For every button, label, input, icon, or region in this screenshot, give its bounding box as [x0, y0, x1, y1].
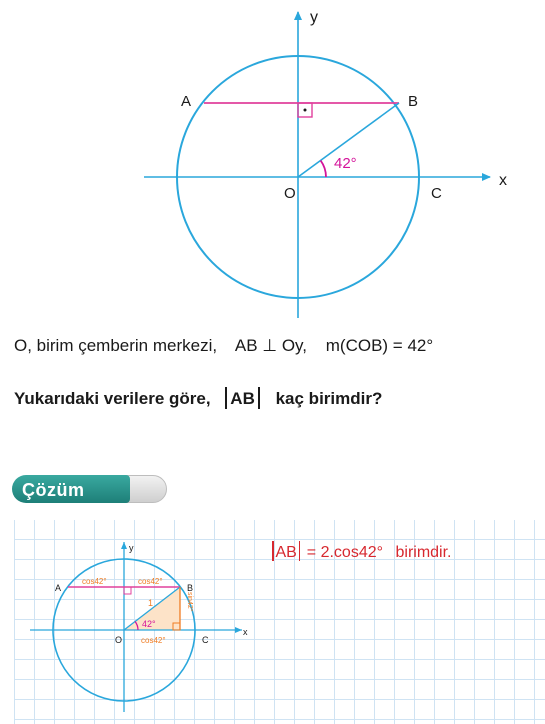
small-label-a: A: [55, 583, 62, 593]
question-tail: kaç birimdir?: [275, 389, 383, 408]
abs-bar-left: [225, 387, 227, 409]
unit-circle-figure: [0, 0, 545, 320]
label-b: B: [408, 93, 419, 110]
premise-center: O, birim çemberin merkezi,: [14, 336, 218, 355]
answer-unit: birimdir.: [395, 544, 452, 561]
question-ab: AB: [230, 389, 255, 408]
label-c: C: [431, 185, 442, 202]
small-cos-left: cos42°: [82, 577, 107, 586]
small-cos-right: cos42°: [138, 577, 163, 586]
small-label-c: C: [202, 635, 209, 645]
solution-badge: [12, 472, 167, 506]
right-angle-dot: [304, 109, 307, 112]
small-right-angle-top: [124, 587, 131, 594]
label-x: x: [499, 172, 507, 189]
problem-premise: [14, 336, 433, 356]
small-label-angle: 42°: [142, 619, 156, 629]
label-o: O: [284, 185, 296, 202]
small-label-y: y: [129, 543, 134, 553]
problem-question: [14, 387, 382, 409]
small-label-x: x: [243, 627, 248, 637]
premise-angle: m(COB) = 42°: [325, 336, 434, 355]
small-label-radius: 1: [148, 598, 154, 608]
label-angle: 42°: [334, 155, 357, 172]
premise-perpendicular: AB ⊥ Oy,: [234, 336, 308, 355]
answer-ab: AB: [275, 544, 297, 561]
angle-arc: [321, 161, 326, 178]
answer-bar-right: [299, 541, 301, 561]
answer-bar-left: [272, 541, 274, 561]
abs-bar-right: [258, 387, 260, 409]
small-sin-side: sin42°: [186, 592, 193, 612]
small-cos-bottom: cos42°: [141, 636, 166, 645]
badge-label: Çözüm: [22, 480, 85, 500]
label-a: A: [181, 93, 192, 110]
question-lead: Yukarıdaki verilere göre,: [14, 389, 211, 408]
answer-value: = 2.cos42°: [306, 544, 384, 561]
small-label-o: O: [115, 635, 123, 645]
label-y: y: [310, 9, 318, 26]
solution-figure: [0, 520, 300, 724]
solution-answer: [270, 541, 452, 562]
small-label-b: B: [187, 583, 194, 593]
